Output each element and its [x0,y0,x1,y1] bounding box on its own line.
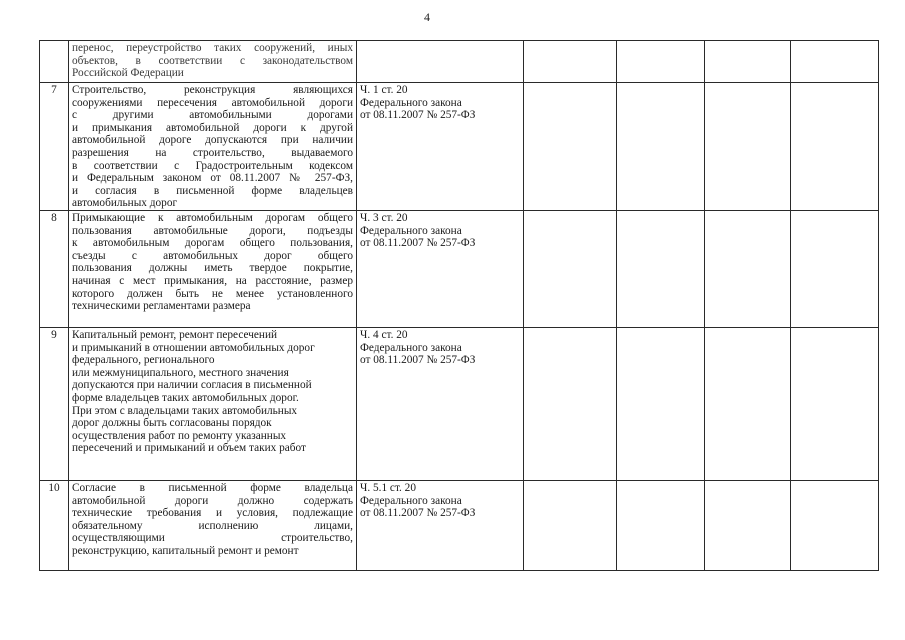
text-line: автомобильной дороге допускаются при наличии [72,134,353,147]
text-line: разрешения на строительство, выдаваемого [72,146,353,159]
requirement-text [69,480,357,570]
text-line: сооружениями пересечения автомобильной дороги [72,96,353,109]
text-line: пользования автомобильные дороги, подъезды [72,224,353,237]
empty-cell [524,41,617,83]
empty-cell [791,83,879,211]
text-line: автомобильных дорог [72,197,178,210]
law-line: Федерального закона [360,96,462,109]
text-line: объектов, в соответствии с законодательством [72,54,353,67]
text-line: осуществляющими строительство, [72,532,353,545]
empty-cell [791,480,879,570]
empty-cell [791,41,879,83]
empty-cell [705,41,791,83]
empty-cell [705,327,791,480]
text-line: Примыкающие к автомобильным дорогам общего [72,211,353,224]
law-line: от 08.11.2007 № 257-ФЗ [360,507,476,520]
text-line: федерального, регионального [72,354,215,367]
requirements-table [39,40,879,571]
text-line: Российской Федерации [72,67,184,80]
text-line: обязательному исполнению лицами, [72,519,353,532]
text-line: и примыкания автомобильной дороги к другой [72,121,353,134]
law-line: Ч. 3 ст. 20 [360,211,408,224]
table-row [40,210,879,327]
text-line: или межмуниципального, местного значения [72,366,289,379]
empty-cell [524,83,617,211]
law-line: от 08.11.2007 № 257-ФЗ [360,354,476,367]
text-line: осуществления работ по ремонту указанных [72,429,287,442]
empty-cell [617,83,705,211]
text-line: Капитальный ремонт, ремонт пересечений [72,328,278,341]
empty-cell [791,327,879,480]
requirement-text [69,327,357,480]
law-reference [357,480,524,570]
text-line: автомобильной дороги должно содержать [72,494,353,507]
law-line: Ч. 1 ст. 20 [360,84,408,96]
text-line: и Федеральным законом от 08.11.2007 № 257-ФЗ, [72,172,353,185]
law-line: Федерального закона [360,494,462,507]
text-line: с другими автомобильными дорогами [72,109,353,122]
law-reference [357,210,524,327]
text-line: реконструкцию, капитальный ремонт и ремонт [72,544,299,557]
empty-cell [705,480,791,570]
empty-cell [524,327,617,480]
law-line: Ч. 4 ст. 20 [360,328,408,341]
law-line: от 08.11.2007 № 257-ФЗ [360,237,476,250]
text-line: дорог должны быть согласованы порядок [72,417,272,430]
text-line: начиная с мест примыкания, на расстояние, размер [72,274,353,287]
law-reference [357,41,524,83]
empty-cell [617,480,705,570]
text-line: съезды с автомобильных дорог общего [72,249,353,262]
empty-cell [617,210,705,327]
text-line: перенос, переустройство таких сооружений, иных [72,42,353,54]
text-line: форме владельцев таких автомобильных дорог. [72,391,299,404]
text-line: Строительство, реконструкция являющихся [72,84,353,96]
empty-cell [617,41,705,83]
row-number: 7 [40,83,69,211]
requirement-text [69,210,357,327]
empty-cell [617,327,705,480]
row-number [40,41,69,83]
text-line: пользования должны иметь твердое покрытие, [72,262,353,275]
row-number: 8 [40,210,69,327]
row-number: 9 [40,327,69,480]
table-row [40,480,879,570]
text-line: Согласие в письменной форме владельца [72,481,353,494]
text-line: и согласия в письменной форме владельцев [72,184,353,197]
table-row [40,83,879,211]
empty-cell [791,210,879,327]
law-reference [357,83,524,211]
text-line: технические требования и условия, подлежащие [72,507,353,520]
empty-cell [524,480,617,570]
empty-cell [705,210,791,327]
law-line: от 08.11.2007 № 257-ФЗ [360,109,476,122]
text-line: в соответствии с Градостроительным кодексом [72,159,353,172]
row-number: 10 [40,480,69,570]
table-row [40,327,879,480]
empty-cell [705,83,791,211]
page-number: 4 [424,10,430,24]
text-line: которого должен быть не менее установленного [72,287,353,300]
law-line: Федерального закона [360,224,462,237]
text-line: и примыканий в отношении автомобильных дорог [72,341,315,354]
text-line: пересечений и примыканий и объем таких работ [72,442,306,455]
text-line: допускаются при наличии согласия в письменной [72,379,312,392]
requirement-text [69,83,357,211]
law-line: Ч. 5.1 ст. 20 [360,481,416,494]
text-line: техническими регламентами размера [72,300,251,313]
requirement-text [69,41,357,83]
text-line: к автомобильным дорогам общего пользования, [72,237,353,250]
table-body [40,41,879,571]
law-line: Федерального закона [360,341,462,354]
law-reference [357,327,524,480]
table-row [40,41,879,83]
text-line: При этом с владельцами таких автомобильных [72,404,298,417]
empty-cell [524,210,617,327]
